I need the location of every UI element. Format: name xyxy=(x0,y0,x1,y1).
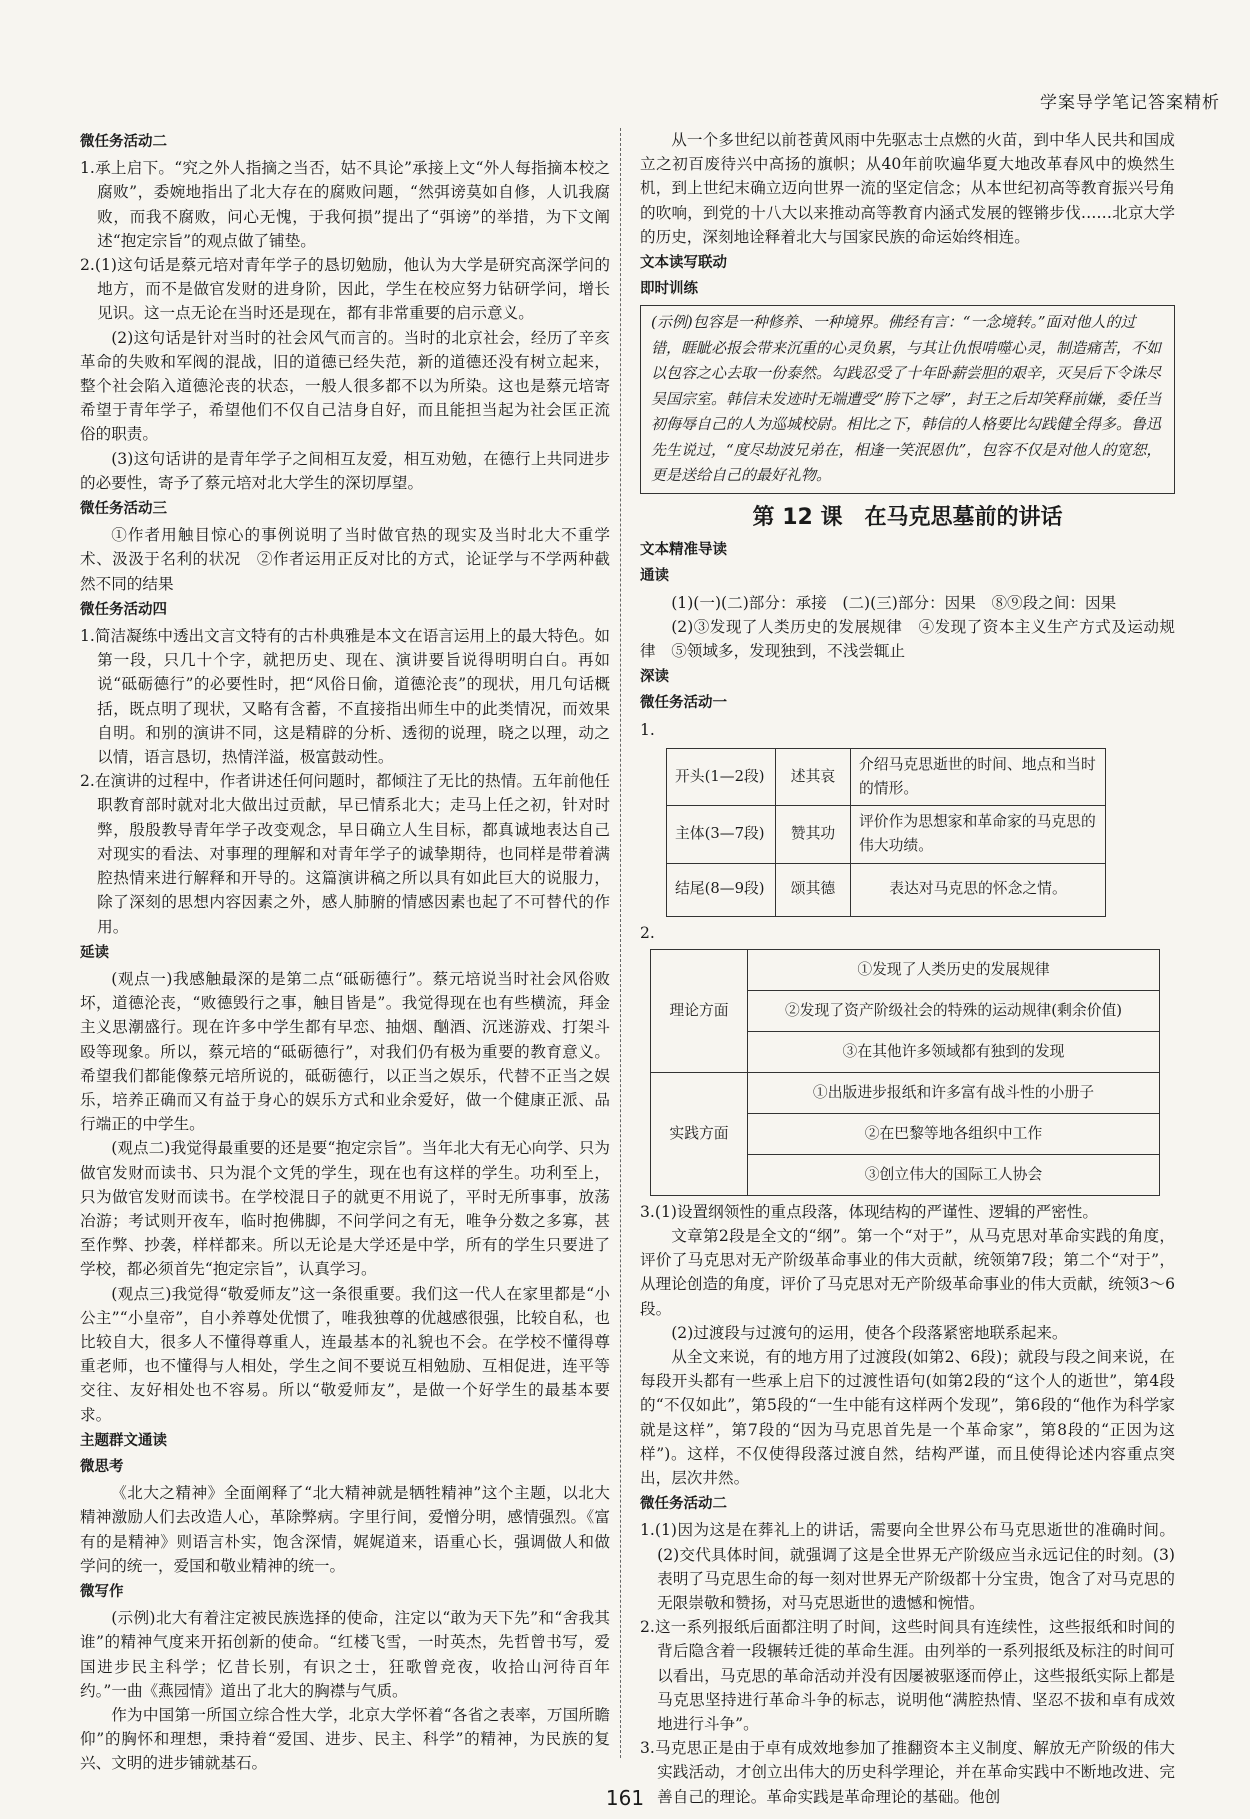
paragraph: (1)(一)(二)部分：承接 (二)(三)部分：因果 ⑧⑨段之间：因果 xyxy=(671,593,1117,612)
section-heading: 微任务活动一 xyxy=(640,695,727,712)
section-heading: 微任务活动二 xyxy=(640,1496,727,1513)
table-row xyxy=(667,748,1106,805)
table-cell: ①发现了人类历史的发展规律 xyxy=(748,949,1160,990)
table-cell: 表达对马克思的怀念之情。 xyxy=(851,863,1106,916)
paragraph: 1.(1)因为这是在葬礼上的讲话，需要向全世界公布马克思逝世的准确时间。(2)交代具体时间，就强调了这是全世界无产阶级应当永远记住的时刻。(3)表明了马克思生命的每一刻对世界无产阶级都十分宝贵，饱含了对马克思的无限崇敬和赞扬，对马克思逝世的遗憾和惋惜。 xyxy=(640,1521,1175,1613)
paragraph: 3.(1)设置纲领性的重点段落，体现结构的严谨性、逻辑的严密性。 xyxy=(640,1202,1098,1221)
paragraph: (2)这句话是针对当时的社会风气而言的。当时的北京社会，经历了辛亥革命的失败和军阀的混战，旧的道德已经失范，新的道德还没有树立起来，整个社会陷入道德沦丧的状态，一般人很多都不以为所染。这也是蔡元培寄希望于青年学子，希望他们不仅自己洁身自好，而且能担当起为社会匡正流俗的职责。 xyxy=(80,328,610,444)
paragraph: 文章第2段是全文的“纲”。第一个“对于”，从马克思对革命实践的角度，评价了马克思对无产阶级革命事业的伟大贡献，统领第7段；第二个“对于”，从理论创造的角度，评价了马克思对无产阶级革命事业的伟大贡献，统领3～6段。 xyxy=(640,1226,1175,1318)
paragraph: (3)这句话讲的是青年学子之间相互友爱，相互劝勉，在德行上共同进步的必要性，寄予了蔡元培对北大学生的深切厚望。 xyxy=(80,449,610,492)
paragraph: ①作者用触目惊心的事例说明了当时做官热的现实及当时北大不重学术、汲汲于名利的状况 ②作者运用正反对比的方式，论证学与不学两种截然不同的结果 xyxy=(80,526,610,593)
item-number: 2. xyxy=(640,923,655,942)
table-cell: 介绍马克思逝世的时间、地点和当时的情形。 xyxy=(851,748,1106,805)
table-cell: 述其哀 xyxy=(776,748,851,805)
section-heading: 微任务活动三 xyxy=(80,501,167,518)
table-cell: 结尾(8—9段) xyxy=(667,863,776,916)
running-header: 学案导学笔记答案精析 xyxy=(1040,93,1220,113)
table-cell: 评价作为思想家和革命家的马克思的伟大功绩。 xyxy=(851,806,1106,863)
paragraph: (2)③发现了人类历史的发展规律 ④发现了资本主义生产方式及运动规律 ⑤领域多，发现独到，不浅尝辄止 xyxy=(640,617,1175,660)
table-cell: ③在其他许多领域都有独到的发现 xyxy=(748,1031,1160,1072)
paragraph: 从一个多世纪以前苍黄风雨中先驱志士点燃的火苗，到中华人民共和国成立之初百废待兴中高扬的旗帜；从40年前吹遍华夏大地改革春风中的焕然生机，到上世纪末确立迈向世界一流的坚定信念；从本世纪初高等教育振兴号角的吹响，到党的十八大以来推动高等教育内涵式发展的铿锵步伐……北京大学的历史，深刻地诠释着北大与国家民族的命运始终相连。 xyxy=(640,131,1175,246)
section-heading: 微思考 xyxy=(80,1458,124,1475)
paragraph: (观点三)我觉得“敬爱师友”这一条很重要。我们这一代人在家里都是“小公主”“小皇帝”，自小养尊处优惯了，唯我独尊的优越感很强，比较自私，也比较自大，很多人不懂得尊重人，连最基本的礼貌也不会。在学校不懂得尊重老师，也不懂得与人相处，学生之间不要说互相勉励、互相促进，连平等交往、友好相处也不容易。所以“敬爱师友”，是做一个好学生的最基本要求。 xyxy=(80,1284,610,1424)
table-cell: 主体(3—7段) xyxy=(667,806,776,863)
section-heading: 即时训练 xyxy=(640,281,698,298)
table-cell: ②发现了资产阶级社会的特殊的运动规律(剩余价值) xyxy=(748,990,1160,1031)
section-heading: 通读 xyxy=(640,568,669,585)
lesson-title: 第 12 课 在马克思墓前的讲话 xyxy=(752,504,1063,530)
table-row xyxy=(667,806,1106,863)
column-divider xyxy=(620,128,621,1758)
section-heading: 微任务活动四 xyxy=(80,601,167,618)
category-cell: 实践方面 xyxy=(651,1072,748,1195)
example-answer-box: (示例)包容是一种修养、一种境界。佛经有言：“一念境转。”面对他人的过错，睚眦必报会带来沉重的心灵负累，与其让仇恨啃噬心灵，制造痛苦，不如以包容之心去取一份泰然。勾践忍受了十年卧薪尝胆的艰辛，灭吴后下令诛尽吴国宗室。韩信未发迹时无端遭受“胯下之辱”，封王之后却笑释前嫌，委任当初侮辱自己的人为巡城校尉。相比之下，韩信的人格要比勾践健全得多。鲁迅先生说过，“度尽劫波兄弟在，相逢一笑泯恩仇”，包容不仅是对他人的宽恕，更是送给自己的最好礼物。 xyxy=(640,305,1175,494)
structure-table xyxy=(666,748,1106,917)
section-heading: 主题群文通读 xyxy=(80,1432,167,1449)
paragraph: 2.在演讲的过程中，作者讲述任何问题时，都倾注了无比的热情。五年前他任职教育部时就对北大做出过贡献，早已情系北大；走马上任之初，针对时弊，殷殷教导青年学子改变观念，早日确立人生目标，都真诚地表达自己对现实的看法、对事理的理解和对青年学子的诚挚期待，也同样是带着满腔热情来进行解释和开导的。这篇演讲稿之所以具有如此巨大的说服力，除了深刻的思想内容因素之外，感人肺腑的情感因素也起了不可替代的作用。 xyxy=(80,772,610,936)
paragraph: 作为中国第一所国立综合性大学，北京大学怀着“各省之表率，万国所瞻仰”的胸怀和理想，秉持着“爱国、进步、民主、科学”的精神，为民族的复兴、文明的进步铺就基石。 xyxy=(80,1706,610,1773)
table-cell: ①出版进步报纸和许多富有战斗性的小册子 xyxy=(748,1072,1160,1113)
section-heading: 深读 xyxy=(640,669,669,686)
right-column xyxy=(640,128,1175,1809)
paragraph: 1.承上启下。“究之外人指摘之当否，姑不具论”承接上文“外人每指摘本校之腐败”，委婉地指出了北大存在的腐败问题，“然弭谤莫如自修，人讥我腐败，而我不腐败，问心无愧，于我何损”提出了“弭谤”的举措，为下文阐述“抱定宗旨”的观点做了铺垫。 xyxy=(80,159,610,250)
table-cell: 赞其功 xyxy=(776,806,851,863)
item-number: 1. xyxy=(640,720,655,739)
page-number: 161 xyxy=(605,1786,645,1810)
table-row xyxy=(651,949,1160,990)
category-cell: 理论方面 xyxy=(651,949,748,1072)
left-column xyxy=(80,128,610,1776)
paragraph: 2.(1)这句话是蔡元培对青年学子的恳切勉励，他认为大学是研究高深学问的地方，而不是做官发财的进身阶，因此，学生在校应努力钻研学问，增长见识。这一点无论在当时还是现在，都有非常重要的启示意义。 xyxy=(80,256,610,323)
table-cell: 颂其德 xyxy=(776,863,851,916)
section-heading: 微任务活动二 xyxy=(80,134,167,150)
table-cell: ③创立伟大的国际工人协会 xyxy=(748,1154,1160,1195)
table-row xyxy=(651,1072,1160,1113)
table-row xyxy=(667,863,1106,916)
section-heading: 微写作 xyxy=(80,1583,124,1600)
paragraph: (观点二)我觉得最重要的还是要“抱定宗旨”。当年北大有无心向学、只为做官发财而读书、只为混个文凭的学生，现在也有这样的学生。功利至上，只为做官发财而读书。在学校混日子的就更不用说了，平时无所事事，放荡冶游；考试则开夜车，临时抱佛脚，不问学问之有无，唯争分数之多寡，甚至作弊、抄袭，样样都来。所以无论是大学还是中学，所有的学生只要进了学校，都必须首先“抱定宗旨”，认真学习。 xyxy=(80,1139,610,1279)
section-heading: 延读 xyxy=(80,944,109,961)
paragraph: (2)过渡段与过渡句的运用，使各个段落紧密地联系起来。 xyxy=(671,1323,1068,1342)
contribution-table xyxy=(650,949,1160,1196)
table-cell: ②在巴黎等地各组织中工作 xyxy=(748,1113,1160,1154)
paragraph: 1.简洁凝练中透出文言文特有的古朴典雅是本文在语言运用上的最大特色。如第一段，只几十个字，就把历史、现在、演讲要旨说得明明白白。再如说“砥砺德行”的必要性时，把“风俗日偷，道德沦丧”的现状，用几句话概括，既点明了现状，又略有含蓄，不直接指出师生中的此类情况，而效果自明。和别的演讲不同，这是精辟的分析、透彻的说理，晓之以理，动之以情，语言恳切，热情洋溢，极富鼓动性。 xyxy=(80,627,610,767)
table-cell: 开头(1—2段) xyxy=(667,748,776,805)
paragraph: 《北大之精神》全面阐释了“北大精神就是牺牲精神”这个主题，以北大精神激励人们去改造人心，革除弊病。字里行间，爱憎分明，感情强烈。《富有的是精神》则语言朴实，饱含深情，娓娓道来，语重心长，强调做人和做学问的统一，爱国和敬业精神的统一。 xyxy=(80,1484,610,1575)
paragraph: (示例)北大有着注定被民族选择的使命，注定以“敢为天下先”和“舍我其谁”的精神气度来开拓创新的使命。“红楼飞雪，一时英杰，先哲曾书写，爱国进步民主科学；忆昔长别，有识之士，狂歌曾竞夜，收拾山河待百年约。”一曲《燕园情》道出了北大的胸襟与气质。 xyxy=(80,1609,610,1700)
paragraph: (观点一)我感触最深的是第二点“砥砺德行”。蔡元培说当时社会风俗败坏，道德沦丧，“败德毁行之事，触目皆是”。我觉得现在也有些横流，拜金主义思潮盛行。现在许多中学生都有早恋、抽烟、酗酒、沉迷游戏、打架斗殴等现象。所以，蔡元培的“砥砺德行”，对我们仍有极为重要的教育意义。希望我们都能像蔡元培所说的，砥砺德行，以正当之娱乐，代替不正当之娱乐，培养正确而又有益于身心的娱乐方式和业余爱好，做一个健康正派、品行端正的中学生。 xyxy=(80,969,610,1134)
paragraph: 从全文来说，有的地方用了过渡段(如第2、6段)；就段与段之间来说，在每段开头都有一些承上启下的过渡性语句(如第2段的“这个人的逝世”，第4段的“不仅如此”，第5段的“一生中能有这样两个发现”，第6段的“他作为科学家就是这样”，第7段的“因为马克思首先是一个革命家”，第8段的“正因为这样”)。这样，不仅使得段落过渡自然，结构严谨，而且使得论述内容重点突出，层次井然。 xyxy=(640,1347,1175,1487)
paragraph: 3.马克思正是由于卓有成效地参加了推翻资本主义制度、解放无产阶级的伟大实践活动，才创立出伟大的历史科学理论，并在革命实践中不断地改进、完善自己的理论。革命实践是革命理论的基础。他创 xyxy=(640,1739,1175,1806)
paragraph: 2.这一系列报纸后面都注明了时间，这些时间具有连续性，这些报纸和时间的背后隐含着一段辗转迁徙的革命生涯。由列举的一系列报纸及标注的时间可以看出，马克思的革命活动并没有因屡被驱逐而停止，这些报纸实际上都是马克思坚持进行革命斗争的标志，说明他“满腔热情、坚忍不拔和卓有成效地进行斗争”。 xyxy=(640,1618,1175,1734)
section-heading: 文本精准导读 xyxy=(640,542,727,559)
section-heading: 文本读写联动 xyxy=(640,255,727,272)
